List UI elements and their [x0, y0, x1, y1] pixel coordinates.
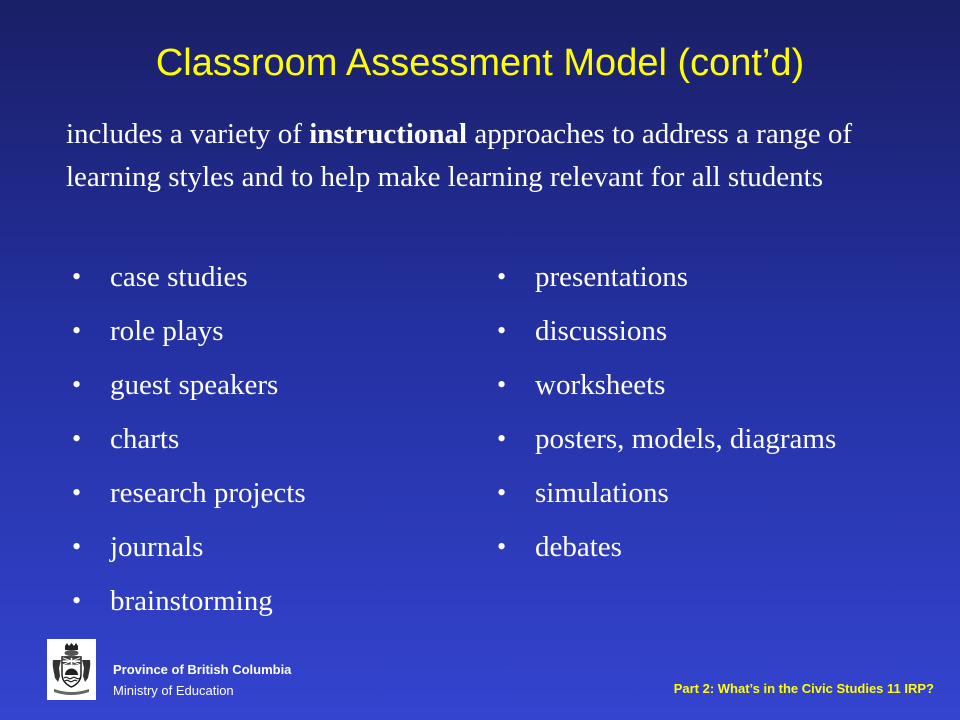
slide-title: Classroom Assessment Model (cont’d)	[155, 42, 805, 84]
list-item-label: simulations	[535, 477, 669, 509]
list-item-label: posters, models, diagrams	[535, 423, 837, 455]
bullet-icon: •	[72, 370, 82, 399]
bullet-icon: •	[72, 532, 82, 561]
list-item	[497, 361, 836, 415]
list-item-label: discussions	[535, 315, 668, 347]
bullet-icon: •	[497, 370, 507, 399]
list-item	[72, 415, 306, 469]
list-item	[72, 253, 306, 307]
footer-part-label: Part 2: What’s in the Civic Studies 11 IRP?	[673, 681, 934, 696]
list-item-label: brainstorming	[110, 585, 273, 617]
list-item	[72, 577, 306, 631]
list-item	[497, 253, 836, 307]
bullet-icon: •	[497, 316, 507, 345]
bullet-icon: •	[72, 478, 82, 507]
bullet-icon: •	[72, 316, 82, 345]
list-item-label: journals	[110, 531, 204, 563]
list-item	[72, 361, 306, 415]
bullet-icon: •	[497, 478, 507, 507]
list-item-label: guest speakers	[110, 369, 279, 401]
bullet-icon: •	[497, 262, 507, 291]
list-item	[497, 307, 836, 361]
crest-graphic	[50, 642, 93, 697]
list-item	[72, 523, 306, 577]
intro-text-start: includes a variety of	[66, 118, 310, 150]
bullet-icon: •	[497, 424, 507, 453]
intro-text-end: approaches to address a range of learning styles and to help make learning relevant for all students	[66, 118, 852, 193]
left-bullet-list	[72, 253, 306, 631]
intro-paragraph	[66, 113, 906, 199]
bullet-icon: •	[72, 586, 82, 615]
list-item-label: case studies	[110, 261, 248, 293]
bullet-icon: •	[497, 532, 507, 561]
bullet-icon: •	[72, 262, 82, 291]
list-item	[72, 469, 306, 523]
list-item-label: debates	[535, 531, 622, 563]
list-item-label: role plays	[110, 315, 224, 347]
bc-coat-of-arms-icon	[47, 639, 96, 700]
list-item-label: research projects	[110, 477, 306, 509]
right-bullet-list	[497, 253, 836, 577]
list-item	[497, 469, 836, 523]
intro-bold-word: instructional	[309, 118, 468, 150]
list-item	[497, 523, 836, 577]
list-item-label: presentations	[535, 261, 689, 293]
footer-ministry: Ministry of Education	[113, 683, 234, 698]
list-item-label: worksheets	[535, 369, 666, 401]
footer-province: Province of British Columbia	[113, 662, 292, 677]
list-item	[72, 307, 306, 361]
bullet-icon: •	[72, 424, 82, 453]
list-item	[497, 415, 836, 469]
list-item-label: charts	[110, 423, 180, 455]
